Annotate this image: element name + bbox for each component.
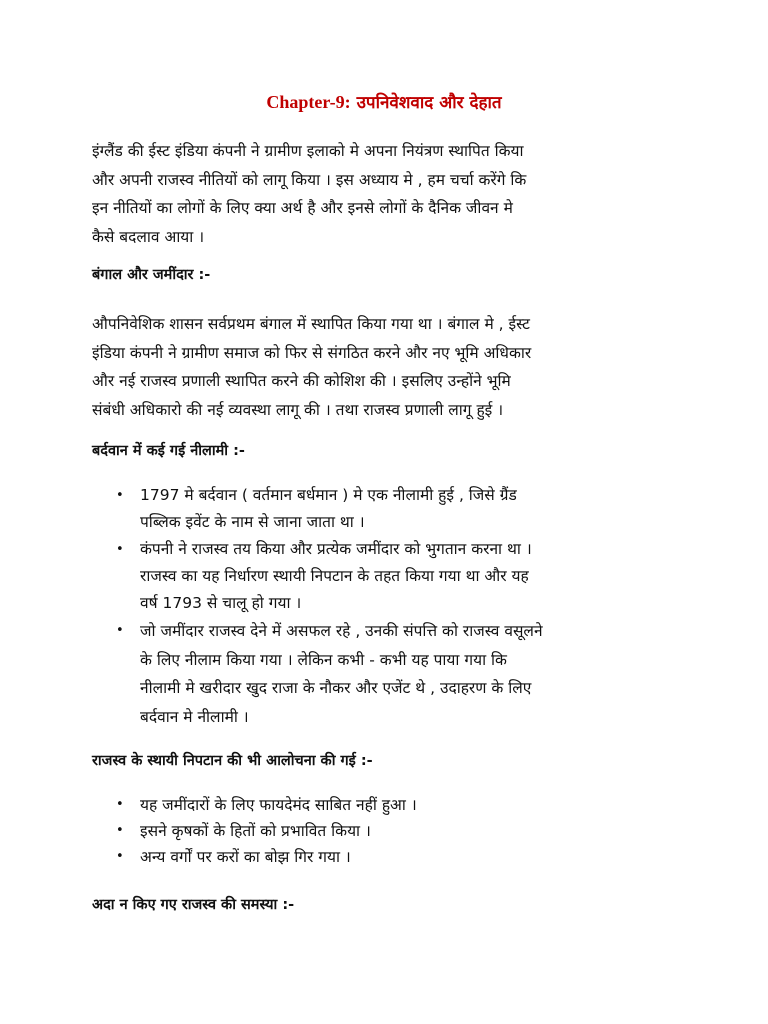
section-heading-unpaid-revenue: अदा न किए गए राजस्व की समस्या :- [92,897,295,913]
intro-paragraph [92,137,682,251]
paragraph-line: कैसे बदलाव आया । [92,227,205,246]
bullet-icon: • [116,488,124,503]
page-title [0,90,768,113]
bengal-paragraph [92,310,682,424]
paragraph-line: और नई राजस्व प्रणाली स्थापित करने की कोशिश की । इसलिए उन्होंने भूमि [92,372,511,390]
burdwan-bullet-list [92,482,692,731]
list-item [92,536,692,617]
bullet-line: 1797 मे बर्दवान ( वर्तमान बर्धमान ) मे एक नीलामी हुई , जिसे ग्रैंड [140,486,517,504]
section-heading-permanent-settlement-criticism: राजस्व के स्थायी निपटान की भी आलोचना की गई :- [92,753,373,769]
bullet-line: कंपनी ने राजस्व तय किया और प्रत्येक जमींदार को भुगतान करना था । [140,540,532,558]
chapter-name: उपनिवेशवाद और देहात [356,93,502,113]
bullet-icon: • [116,823,124,838]
criticism-bullet-list [92,792,692,870]
list-item [92,482,692,536]
bullet-line: यह जमींदारों के लिए फायदेमंद साबित नहीं हुआ । [140,796,417,814]
bullet-icon: • [116,623,124,638]
chapter-number: Chapter-9: [266,92,351,112]
paragraph-line: इंग्लैंड की ईस्ट इंडिया कंपनी ने ग्रामीण इलाको मे अपना नियंत्रण स्थापित किया [92,142,524,160]
bullet-icon: • [116,849,124,864]
list-item [92,844,692,870]
bullet-line: नीलामी मे खरीदार खुद राजा के नौकर और एजेंट थे , उदाहरण के लिए [140,679,532,697]
bullet-line: पब्लिक इवेंट के नाम से जाना जाता था । [140,513,365,531]
list-item [92,617,692,731]
bullet-line: वर्ष 1793 से चालू हो गया । [140,594,302,612]
bullet-line: इसने कृषकों के हितों को प्रभावित किया । [140,822,371,840]
bullet-line: जो जमींदार राजस्व देने में असफल रहे , उनकी संपत्ति को राजस्व वसूलने [140,622,543,640]
paragraph-line: इंडिया कंपनी ने ग्रामीण समाज को फिर से संगठित करने और नए भूमि अधिकार [92,343,532,362]
section-heading-burdwan-auction: बर्दवान में कई गई नीलामी :- [92,443,245,459]
paragraph-line: संबंधी अधिकारो की नई व्यवस्था लागू की । तथा राजस्व प्रणाली लागू हुई । [92,400,504,419]
bullet-icon: • [116,542,124,557]
paragraph-line: इन नीतियों का लोगों के लिए क्या अर्थ है और इनसे लोगों के दैनिक जीवन मे [92,199,513,217]
paragraph-line: और अपनी राजस्व नीतियों को लागू किया । इस अध्याय मे , हम चर्चा करेंगे कि [92,170,527,189]
bullet-line: बर्दवान मे नीलामी । [140,707,249,726]
bullet-line: राजस्व का यह निर्धारण स्थायी निपटान के तहत किया गया था और यह [140,567,529,585]
paragraph-line: औपनिवेशिक शासन सर्वप्रथम बंगाल में स्थापित किया गया था । बंगाल मे , ईस्ट [92,315,530,333]
section-heading-bengal-zamindar: बंगाल और जमींदार :- [92,267,211,283]
bullet-line: अन्य वर्गों पर करों का बोझ गिर गया । [140,848,351,866]
list-item [92,818,692,844]
bullet-icon: • [116,797,124,812]
bullet-line: के लिए नीलाम किया गया । लेकिन कभी - कभी यह पाया गया कि [140,650,507,669]
list-item [92,792,692,818]
